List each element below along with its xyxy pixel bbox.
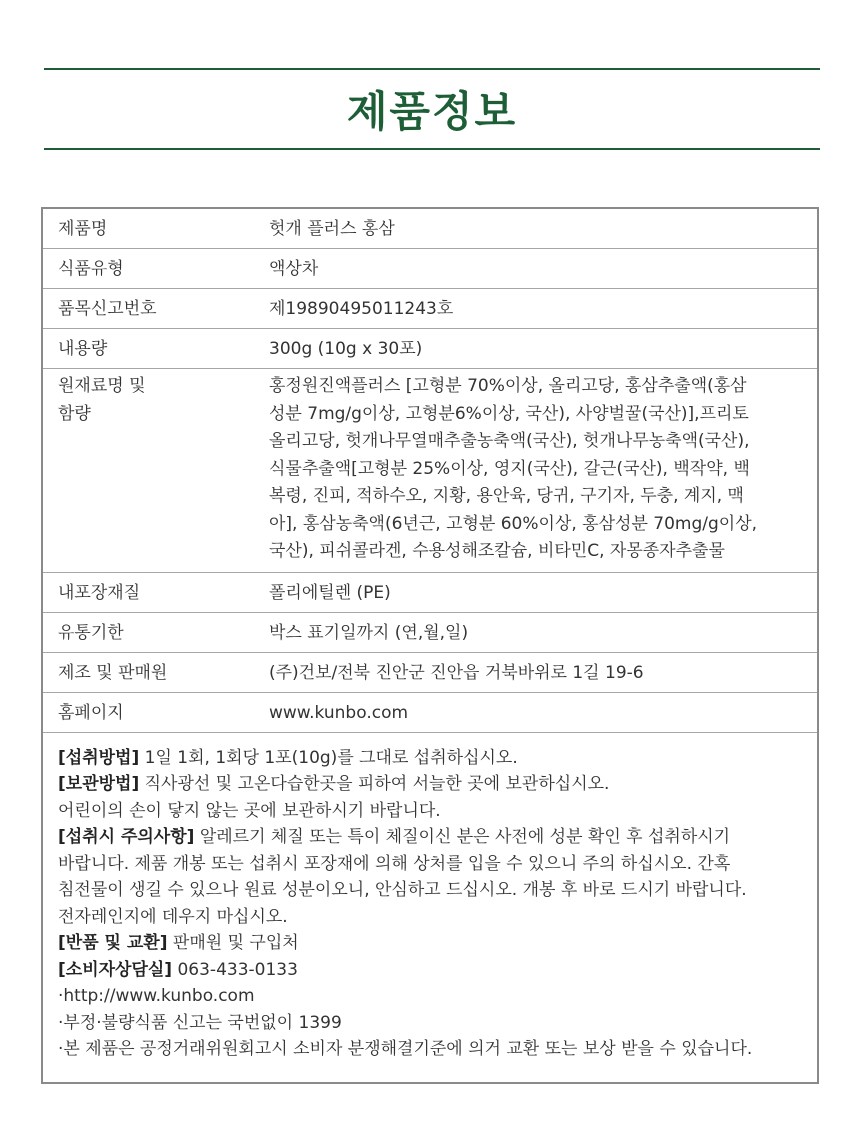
- intake-label: [섭취방법]: [58, 747, 140, 768]
- return-text: 판매원 및 구입처: [167, 933, 299, 953]
- storage-label: [보관방법]: [58, 774, 140, 794]
- row-label: 제조 및 판매원: [43, 652, 257, 692]
- caution-note-line2: 바랍니다. 제품 개봉 또는 섭취시 포장재에 의해 상처를 입을 수 있으니 주의 하십시오. 간혹: [58, 853, 731, 874]
- intake-note: [58, 745, 807, 772]
- row-value: 박스 표기일까지 (연,월,일): [257, 612, 817, 652]
- row-label: 내용량: [43, 329, 257, 369]
- product-spec-table: [43, 209, 817, 733]
- consumer-note: [58, 957, 807, 984]
- storage-note: [58, 771, 807, 798]
- row-value: 폴리에틸렌 (PE): [257, 572, 817, 612]
- compensation-note: ·본 제품은 공정거래위원회고시 소비자 분쟁해결기준에 의거 교환 또는 보상 받을 수 있습니다.: [58, 1039, 753, 1059]
- row-value: 제19890495011243호: [257, 289, 817, 329]
- caution-label: [섭취시 주의사항]: [58, 827, 195, 847]
- caution-note-line3: 침전물이 생길 수 있으나 원료 성분이오니, 안심하고 드십시오. 개봉 후 바로 드시기 바랍니다.: [58, 880, 747, 900]
- caution-note: [58, 824, 807, 851]
- caution-note-line4: 전자레인지에 데우지 마십시오.: [58, 906, 288, 927]
- table-row: [43, 249, 817, 289]
- table-row: [43, 369, 817, 573]
- row-value: 홍정원진액플러스 [고형분 70%이상, 올리고당, 홍삼추출액(홍삼 성분 7mg/g이상, 고형분6%이상, 국산), 사양벌꿀(국산)],프리토 올리고당, 헛개나무열매추출농축액(국산), 헛개나무농축액(국산), 식물추출액[고형분 25%이상, 영지(국산), 갈근(국산), 백작약, 백 복령, 진피, 적하수오, 지황, 용안육, 당귀, 구기자, 두충, 계지, 맥 아], 홍삼농축액(6년근, 고형분 60%이상, 홍삼성분 70mg/g이상, 국산), 피쉬콜라겐, 수용성해조칼슘, 비타민C, 자몽종자추출물: [257, 369, 817, 573]
- product-info-box: [41, 207, 819, 1084]
- consumer-text: 063-433-0133: [172, 959, 298, 980]
- consumer-label: [소비자상담실]: [58, 959, 173, 980]
- row-label: 홈페이지: [43, 692, 257, 732]
- row-label: 식품유형: [43, 249, 257, 289]
- table-row: [43, 612, 817, 652]
- table-row: [43, 209, 817, 249]
- row-value: (주)건보/전북 진안군 진안읍 거북바위로 1길 19-6: [257, 652, 817, 692]
- row-value: 액상차: [257, 249, 817, 289]
- title-bar: [44, 68, 820, 150]
- row-value: 헛개 플러스 홍삼: [257, 209, 817, 249]
- table-row: [43, 572, 817, 612]
- row-value: 300g (10g x 30포): [257, 329, 817, 369]
- table-row: [43, 329, 817, 369]
- usage-notes: [43, 733, 817, 1063]
- storage-text: 직사광선 및 고온다습한곳을 피하여 서늘한 곳에 보관하십시오.: [139, 774, 610, 794]
- report-note: ·부정·불량식품 신고는 국번없이 1399: [58, 1012, 342, 1033]
- caution-text: 알레르기 체질 또는 특이 체질이신 분은 사전에 성분 확인 후 섭취하시기: [194, 827, 731, 847]
- row-label: 원재료명 및 함량: [43, 369, 257, 573]
- table-row: [43, 692, 817, 732]
- intake-text: 1일 1회, 1회당 1포(10g)를 그대로 섭취하십시오.: [139, 747, 518, 768]
- table-row: [43, 289, 817, 329]
- table-row: [43, 652, 817, 692]
- return-note: [58, 930, 807, 957]
- website-note: ·http://www.kunbo.com: [58, 986, 255, 1006]
- page-title: 제품정보: [346, 87, 518, 136]
- row-label: 유통기한: [43, 612, 257, 652]
- return-label: [반품 및 교환]: [58, 933, 168, 953]
- row-label: 제품명: [43, 209, 257, 249]
- row-label: 품목신고번호: [43, 289, 257, 329]
- storage-note-line2: 어린이의 손이 닿지 않는 곳에 보관하시기 바랍니다.: [58, 800, 441, 821]
- row-value: www.kunbo.com: [257, 692, 817, 732]
- row-label: 내포장재질: [43, 572, 257, 612]
